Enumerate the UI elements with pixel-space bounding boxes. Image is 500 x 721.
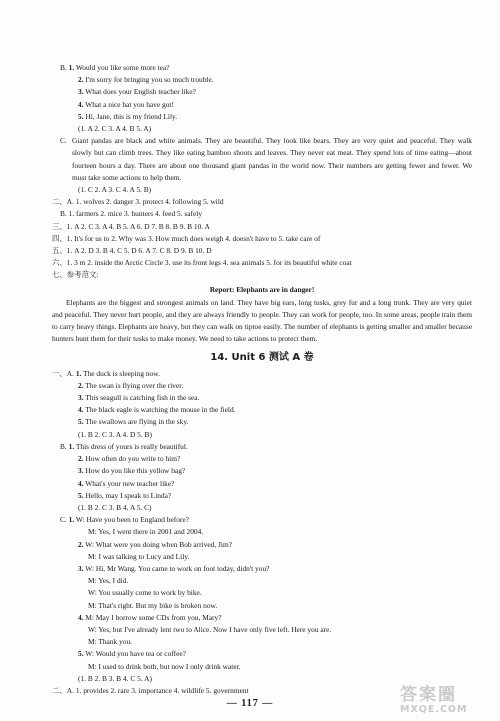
dialogue-line: M: Yes, I went there in 2001 and 2004. (88, 527, 204, 537)
part2-a-item: 3. This seagull is catching fish in the sea. (78, 393, 200, 403)
part2-b-item: 5. Hello, may I speak to Linda? (78, 490, 172, 500)
dialogue-line: M: Thank you. (88, 637, 133, 647)
page-number: — 117 — (226, 698, 274, 709)
part1-b-item: 4. What a nice hat you have got! (78, 99, 174, 109)
part2-b-answers: (1. B 2. C 3. B 4. A 5. C) (78, 502, 152, 512)
watermark-logo (400, 686, 492, 720)
dialogue-4-m: 4. M: May I borrow some CDs from you, Mary? (78, 612, 222, 622)
part1-b-item: 3. What does your English teacher like? (78, 87, 196, 97)
part2-b-item: 3. How do you like this yellow bag? (78, 466, 186, 476)
part2-a-item: 2. The swan is flying over the river. (78, 380, 184, 390)
part1-c-answers: (1. C 2. A 3. C 4. A 5. B) (78, 185, 152, 195)
dialogue-line: M: Yes, I did. (88, 576, 129, 586)
report-passage: Elephants are the biggest and strongest animals on land. They have big ears, long tusks, grey fur and a long trunk. They are very quiet and peaceful. They never hurt people, and they are always friendly to people. They can work for people, too. In some areas, people train them to carry heavy things. Elephants are heavy, but they can walk on tiptoe easily. The number of elephants is getting smaller and smaller because hunters hunt them for their tusks to make money. We need to take actions to protect them. (52, 297, 472, 344)
watermark-line2: MXQE.COM (400, 704, 468, 715)
part2-a-item: 5. The swallows are flying in the sky. (78, 417, 189, 427)
part2-b-item: 2. How often do you write to him? (78, 454, 181, 464)
section-5: 五、1. A 2. D 3. B 4. C 5. D 6. A 7. C 8. D 9. B 10. D (52, 246, 212, 256)
part1-b-item: 2. I'm sorry for bringing you so much trouble. (78, 75, 214, 85)
part2-a-item: 4. The black eagle is watching the mouse in the field. (78, 405, 236, 415)
part2-b-header: B. 1. This dress of yours is really beautiful. (60, 441, 188, 451)
section-7: 七、参考范文: (52, 270, 99, 280)
giant-panda-passage: Giant pandas are black and white animals. They are beautiful. They look like bears. They are very quiet and peaceful. They walk slowly but can climb trees. They like eating bamboo shoots and leaves. They never eat meat. They spend lots of time eating—about fourteen hours a day. There are about one thousand giant pandas in the world now. Their numbers are getting fewer and fewer. We must take some actions to help them. (72, 136, 472, 182)
section-6: 六、1. 3 m 2. inside the Arctic Circle 3. use its front legs 4. sea animals 5. for its beautiful white coat (52, 258, 352, 268)
section-4: 四、1. It's for us to 2. Why was 3. How much does weigh 4. doesn't have to 5. take care of (52, 233, 321, 243)
section-3: 三、1. A 2. C 3. A 4. B 5. A 6. D 7. B 8. B 9. B 10. A (52, 221, 210, 231)
part1-b-answers: (1. A 2. C 3. A 4. B 5. A) (78, 124, 152, 134)
dialogue-line: W: You usually come to work by bike. (88, 588, 202, 598)
part2-c-answers: (1. B 2. B 3. B 4. C 5. A) (78, 673, 152, 683)
section-heading: 14. Unit 6 测试 A 卷 (210, 351, 314, 363)
answer-key-page (52, 62, 472, 697)
dialogue-1-w: C. 1. W: Have you been to England before? (60, 515, 189, 525)
part1-b-item: 5. Hi, Jane, this is my friend Lily. (78, 111, 178, 121)
section-2a: 二、A. 1. wolves 2. danger 3. protect 4. following 5. wild (52, 197, 224, 207)
dialogue-line: W: Yes, but I've already lent two to Alice. Now I have only five left. Here you are. (88, 624, 332, 634)
part2-b-item: 4. What's your new teacher like? (78, 478, 175, 488)
dialogue-3-w: 3. W: Hi, Mr Wang. You came to work on foot today, didn't you? (78, 563, 270, 573)
part2-a-header: 一、A. 1. The duck is sleeping now. (52, 368, 160, 378)
part2-section-2a: 二、A. 1. provides 2. rare 3. importance 4. wildlife 5. government (52, 685, 249, 695)
dialogue-2-w: 2. W: What were you doing when Bob arrived, Jim? (78, 539, 233, 549)
part1-b-header: B. 1. Would you like some more tea? (60, 63, 170, 72)
dialogue-line: M: I used to drink both, but now I only drink water. (88, 661, 241, 671)
dialogue-5-w: 5. W: Would you have tea or coffee? (78, 649, 186, 659)
part2-a-answers: (1. B 2. C 3. A 4. D 5. B) (78, 429, 152, 439)
report-title: Report: Elephants are in danger! (209, 284, 315, 294)
part1-c-block (52, 135, 472, 184)
dialogue-line: M: I was talking to Lucy and Lily. (88, 551, 190, 561)
dialogue-line: M: That's right. But my bike is broken now. (88, 600, 218, 610)
section-2b: B. 1. farmers 2. mice 3. hunters 4. feed 5. safely (60, 209, 203, 219)
watermark-line1: 答案圈 (400, 685, 457, 705)
part1-c-label: C. (60, 136, 67, 146)
